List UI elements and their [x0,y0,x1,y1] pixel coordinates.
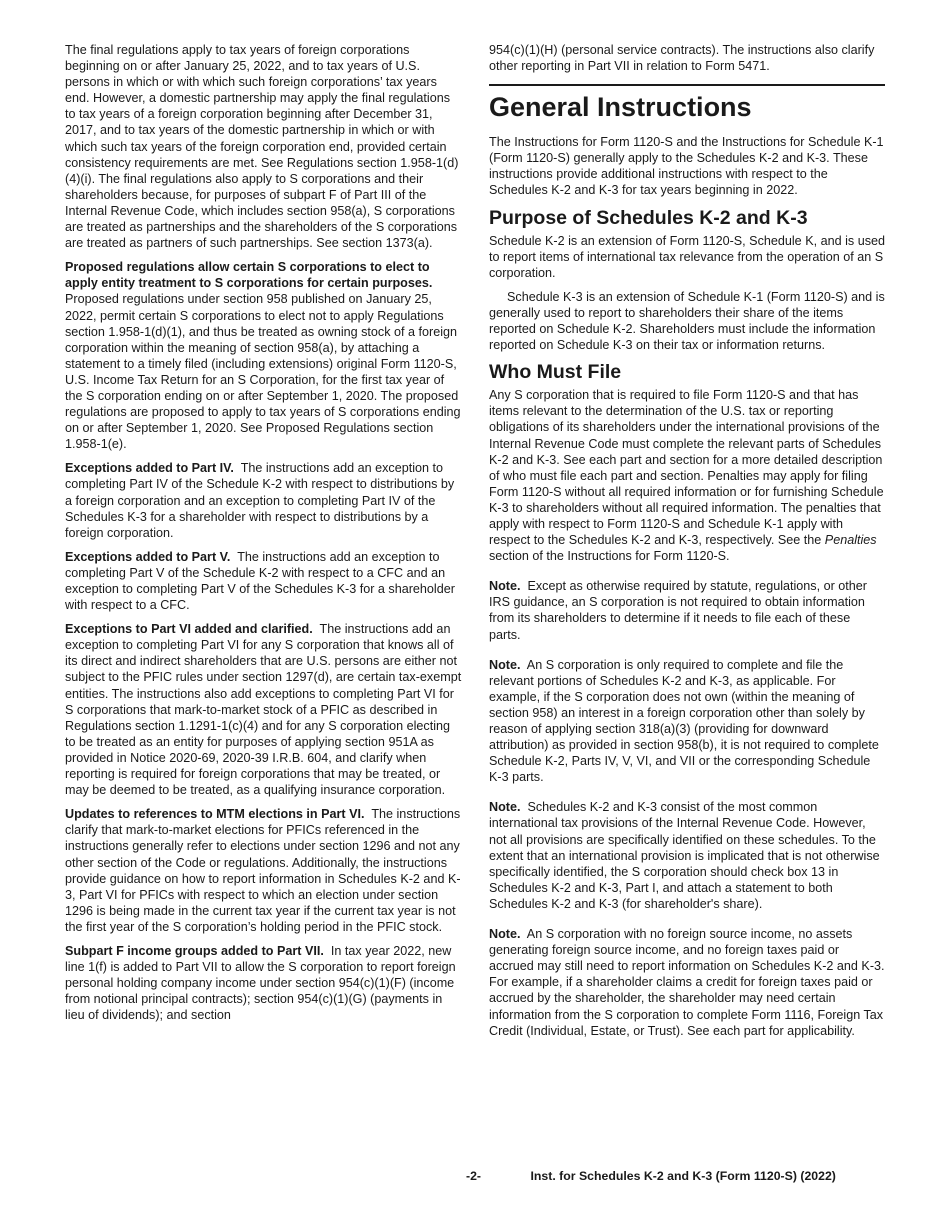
right-column [489,42,885,1047]
paragraph-body: The instructions add an exception to completing Part VI for any S corporation that knows all of its direct and indirect shareholders that are U.S. persons are either not subject to the PFIC rules under section 1297(d), are certain tax-exempt entities. The instructions also add exceptions to completing Part VI for S corporations that mark-to-market stock of a PFIC as described in Regulations section 1.1291-1(c)(4) and for any S corporation electing to be treated as an entity for purposes of applying section 951A as provided in Notice 2020-69, 2020-39 I.R.B. 604, and clarify when reporting is required for foreign corporations that may be treated, or may be deemed to be treated, as a qualifying insurance corporation. [65,622,462,798]
paragraph-general: The Instructions for Form 1120-S and the Instructions for Schedule K-1 (Form 1120-S) generally apply to the Schedules K-2 and K-3. These instructions provide additional instructions with respect to the Schedules K-2 and K-3 for tax years beginning in 2022. [489,135,884,198]
paragraph-continued: 954(c)(1)(H) (personal service contracts). The instructions also clarify other reporting in Part VII in relation to Form 5471. [489,43,875,74]
note-1 [489,578,885,642]
paragraph-part-v [65,549,462,613]
paragraph-lead: Updates to references to MTM elections in Part VI. [65,807,365,822]
note-2 [489,657,885,786]
heading-general-instructions: General Instructions [489,92,752,123]
left-column [65,42,462,1031]
paragraph-body: In tax year 2022, new line 1(f) is added to Part VII to allow the S corporation to report foreign personal holding company income under section 954(c)(1)(F) (income from notional principal contracts); section 954(c)(1)(G) (payments in lieu of dividends); and section [65,943,456,1023]
paragraph-part-vi [65,621,462,798]
paragraph-lead: Exceptions added to Part IV. [65,461,234,476]
paragraph-part-iv [65,460,462,540]
note-label: Note. [489,657,521,672]
heading-purpose: Purpose of Schedules K-2 and K-3 [489,206,808,229]
paragraph-body: The instructions add an exception to completing Part IV of the Schedule K-2 with respect to distributions by a foreign corporation and an exception to completing Part IV of the Schedules K-3 for a shareholder with respect to distributions by a foreign corporation. [65,461,455,540]
note-body: An S corporation with no foreign source income, no assets generating foreign source income, and no foreign taxes paid or accrued may still need to report information on Schedules K-2 and K-3. For example, if a shareholder claims a credit for foreign taxes paid or accrued by the shareholder, the shareholder may need certain information from the S corporation to complete Form 1116, Foreign Tax Credit (Individual, Estate, or Trust). See each part for applicability. [489,927,885,1038]
penalties-reference: Penalties [824,533,877,548]
note-label: Note. [489,579,521,594]
paragraph-final-regulations: The final regulations apply to tax years of foreign corporations beginning on or after January 25, 2022, and to tax years of U.S. persons in which or with which such foreign corporations’ tax years end. However, a domestic partnership may apply the final regulations to tax years of a foreign corporation beginning after December 31, 2017, and to tax years of the domestic partnership in which or with which such tax years of the foreign corporation end, provided certain consistency requirements are met. See Regulations section 1.958-1(d)(4)(i). The final regulations also apply to S corporations and their shareholders because, for purposes of subpart F of Part III of the Internal Revenue Code, which includes section 958(a), S corporations are treated as partnerships and the shareholders of the S corporations are treated as partners of such partnerships. See section 1373(a). [65,43,459,251]
heading-who-must-file: Who Must File [489,361,622,384]
note-body: Except as otherwise required by statute, regulations, or other IRS guidance, an S corporation is not required to obtain information from its shareholders to determine if it needs to file each of these parts. [489,579,867,642]
page-number: -2- [466,1169,482,1183]
paragraph-body-end: section of the Instructions for Form 1120-S. [489,549,730,564]
paragraph-body: The instructions clarify that mark-to-market elections for PFICs referenced in the instructions generally refer to elections under section 1296 and not any other section of the Code or regulations. Additionally, the instructions provide guidance on how to report information in Schedules K-2 and K-3, Part VI for PFICs with respect to which an election under section 1296 is being made in the current tax year if the current tax year is not the first year of the S corporation’s holding period in the PFIC stock. [65,807,461,934]
note-body: An S corporation is only required to complete and file the relevant portions of Schedules K-2 and K-3, as applicable. For example, if the S corporation does not own (within the meaning of section 958) an interest in a foreign corporation other than solely by reason of applying section 318(a)(3) (providing for downward attribution) as provided in section 958(b), it is not required to complete Schedule K-2, Parts IV, V, VI, and VII or the corresponding Schedule K-3 parts. [489,657,879,785]
paragraph-subpart-f [65,943,462,1023]
paragraph-body: Any S corporation that is required to file Form 1120-S and that has items relevant to the determination of the U.S. tax or reporting obligations of its shareholders under the international provisions of the Internal Revenue Code must complete the relevant parts of Schedules K-2 and K-3. See each part and section for a more detailed description of who must file each part and section. Penalties may apply for filing Form 1120-S without all required information or for furnishing Schedule K-3 to shareholders without all required information. The penalties that apply with respect to Form 1120-S and Schedule K-1 apply with respect to the Schedules K-2 and K-3, respectively. See the [489,388,884,548]
page-footer [466,1169,836,1183]
paragraph-lead: Subpart F income groups added to Part VII. [65,943,324,958]
note-label: Note. [489,927,521,942]
paragraph-purpose-k3: Schedule K-3 is an extension of Schedule K-1 (Form 1120-S) and is generally used to report to shareholders their share of the items reported on Schedule K-2. Shareholders must include the information reported on Schedule K-3 on their tax or information returns. [489,289,885,353]
note-3 [489,799,885,912]
section-divider [489,84,885,86]
paragraph-proposed-regulations [65,259,462,452]
paragraph-purpose-k2: Schedule K-2 is an extension of Form 1120-S, Schedule K, and is used to report items of international tax relevance from the operation of an S corporation. [489,233,886,280]
note-4 [489,926,885,1039]
paragraph-lead: Exceptions added to Part V. [65,549,231,564]
note-body: Schedules K-2 and K-3 consist of the most common international tax provisions of the Internal Revenue Code. However, not all provisions are specifically identified on these schedules. To the extent that an international provision is implicated that is not otherwise specifically identified, the S corporation should check box 13 in Schedules K-2 and K-3, Part I, and attach a statement to both Schedules K-2 and K-3 (for shareholder's share). [489,800,880,911]
footer-title: Inst. for Schedules K-2 and K-3 (Form 1120-S) (2022) [530,1169,836,1183]
paragraph-who-must-file [489,387,885,564]
paragraph-body: Proposed regulations under section 958 published on January 25, 2022, permit certain S corporations to elect not to apply Regulations section 1.958-1(d)(1), and thus be treated as owning stock of a foreign corporation within the meaning of section 958(a), by attaching a statement to a timely filed (including extensions) original Form 1120-S, U.S. Income Tax Return for an S Corporation, for the first tax year of the S corporation ending on or after September 1, 2020. The proposed regulations are proposed to apply to tax years of S corporations ending on or after September 1, 2020. See Proposed Regulations section 1.958-1(e). [65,292,461,452]
paragraph-body: The instructions add an exception to completing Part V of the Schedule K-2 with respect to a CFC and an exception to completing Part V of the Schedules K-3 for a shareholder with respect to a CFC. [65,549,455,613]
paragraph-lead: Exceptions to Part VI added and clarified. [65,622,313,637]
note-label: Note. [489,800,521,815]
paragraph-lead: Proposed regulations allow certain S corporations to elect to apply entity treatment to S corporations for certain purposes. [65,260,433,291]
paragraph-mtm-elections [65,806,462,935]
